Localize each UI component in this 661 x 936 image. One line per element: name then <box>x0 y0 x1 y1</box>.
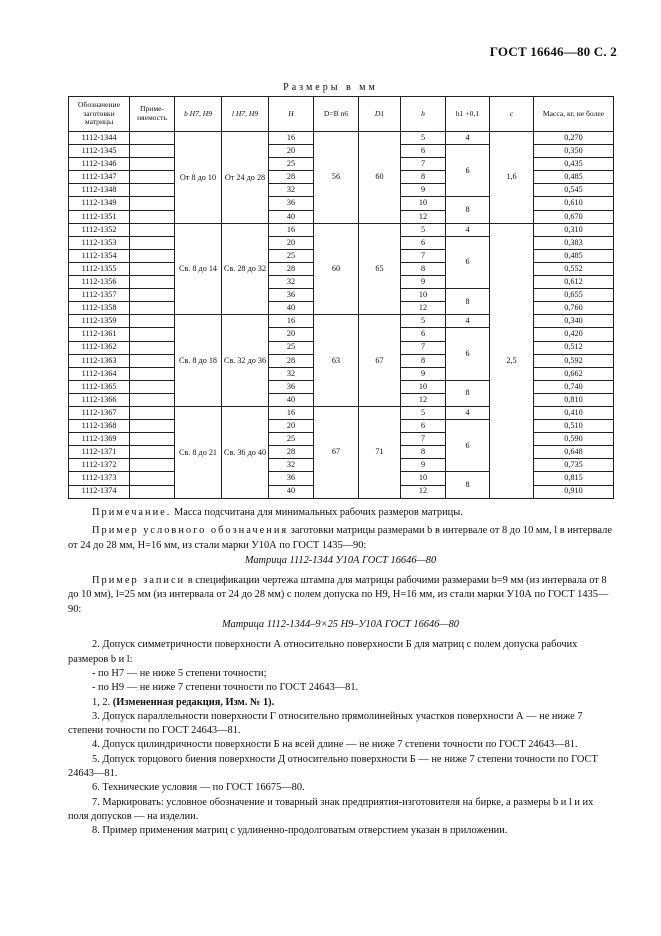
cell-mass: 0,910 <box>534 485 614 498</box>
cell-usage <box>130 210 175 223</box>
cell-h1: 4 <box>446 315 490 328</box>
cell-code: 1112-1373 <box>69 472 130 485</box>
cell-code: 1112-1359 <box>69 315 130 328</box>
cell-mass: 0,610 <box>534 197 614 210</box>
cell-h-small: 8 <box>401 262 446 275</box>
cell-usage <box>130 236 175 249</box>
table-row <box>69 132 614 145</box>
cell-h1: 6 <box>446 328 490 380</box>
cell-code: 1112-1355 <box>69 262 130 275</box>
amendment-text: (Измененная редакция, Изм. № 1). <box>112 696 275 708</box>
cell-h1: 6 <box>446 236 490 288</box>
cell-mass: 0,612 <box>534 276 614 289</box>
cell-d: 67 <box>314 406 359 498</box>
cell-b: От 8 до 10 <box>175 132 222 224</box>
cell-d1: 65 <box>359 223 401 315</box>
cell-h-small: 5 <box>401 406 446 419</box>
cell-h-small: 9 <box>401 367 446 380</box>
cell-h: 32 <box>269 276 314 289</box>
cell-h: 16 <box>269 406 314 419</box>
cell-h: 16 <box>269 132 314 145</box>
cell-mass: 0,270 <box>534 132 614 145</box>
cell-h-small: 5 <box>401 223 446 236</box>
cell-h-small: 5 <box>401 315 446 328</box>
col-header-d1: D1 <box>359 97 401 132</box>
cell-d: 63 <box>314 315 359 407</box>
cell-usage <box>130 380 175 393</box>
cell-usage <box>130 354 175 367</box>
cell-h-small: 6 <box>401 236 446 249</box>
cell-h: 25 <box>269 433 314 446</box>
note-label: Примечание. <box>92 507 172 518</box>
cell-code: 1112-1344 <box>69 132 130 145</box>
cell-mass: 0,485 <box>534 171 614 184</box>
cell-usage <box>130 393 175 406</box>
clause-6: 6. Технические условия — по ГОСТ 16675—80. <box>92 782 305 794</box>
cell-code: 1112-1357 <box>69 289 130 302</box>
cell-usage <box>130 145 175 158</box>
clause-5: 5. Допуск торцового биения поверхности Д относительно поверхности Б — не ниже 7 степени точности по ГОСТ 24643—81. <box>68 753 598 780</box>
cell-usage <box>130 276 175 289</box>
cell-usage <box>130 262 175 275</box>
cell-usage <box>130 328 175 341</box>
cell-d: 56 <box>314 132 359 224</box>
cell-mass: 0,815 <box>534 472 614 485</box>
cell-mass: 0,648 <box>534 446 614 459</box>
cell-d1: 67 <box>359 315 401 407</box>
example2-text: в спецификации чертежа штампа для матрицы рабочими размерами b=9 мм (из интервала от 8 до 10 мм), l=25 мм (из интервала от 24 до 28 мм) с полем допуска по Н9, H=16 мм, из стали марки У10А по ГОСТ 1435—90: <box>68 575 609 615</box>
cell-h: 16 <box>269 223 314 236</box>
cell-d1: 71 <box>359 406 401 498</box>
document-body <box>68 506 613 839</box>
cell-h-small: 9 <box>401 459 446 472</box>
note-text: Масса подсчитана для минимальных рабочих размеров матрицы. <box>173 507 463 518</box>
cell-h-small: 12 <box>401 485 446 498</box>
page-header: ГОСТ 16646—80 С. 2 <box>489 44 617 59</box>
dimensions-table <box>68 96 614 499</box>
cell-usage <box>130 315 175 328</box>
col-header-code: Обозначение заготовки матрицы <box>69 97 130 132</box>
col-header-h: Н <box>269 97 314 132</box>
cell-h-small: 6 <box>401 145 446 158</box>
cell-h: 20 <box>269 236 314 249</box>
cell-code: 1112-1356 <box>69 276 130 289</box>
cell-h: 16 <box>269 315 314 328</box>
cell-code: 1112-1367 <box>69 406 130 419</box>
cell-mass: 0,485 <box>534 249 614 262</box>
cell-usage <box>130 171 175 184</box>
cell-mass: 0,435 <box>534 158 614 171</box>
cell-code: 1112-1353 <box>69 236 130 249</box>
cell-code: 1112-1366 <box>69 393 130 406</box>
cell-mass: 0,590 <box>534 433 614 446</box>
cell-mass: 0,383 <box>534 236 614 249</box>
cell-h-small: 7 <box>401 433 446 446</box>
cell-usage <box>130 184 175 197</box>
cell-code: 1112-1364 <box>69 367 130 380</box>
cell-usage <box>130 406 175 419</box>
cell-mass: 0,310 <box>534 223 614 236</box>
col-header-b: b Н7, Н9 <box>175 97 222 132</box>
cell-h-small: 10 <box>401 380 446 393</box>
cell-usage <box>130 485 175 498</box>
clause-2a: - по Н7 — не ниже 5 степени точности; <box>92 667 267 679</box>
cell-usage <box>130 197 175 210</box>
cell-code: 1112-1345 <box>69 145 130 158</box>
clause-amendment <box>68 696 613 710</box>
cell-usage <box>130 132 175 145</box>
cell-mass: 0,512 <box>534 341 614 354</box>
cell-h: 32 <box>269 184 314 197</box>
cell-h-small: 10 <box>401 197 446 210</box>
cell-code: 1112-1354 <box>69 249 130 262</box>
cell-h: 28 <box>269 354 314 367</box>
cell-code: 1112-1348 <box>69 184 130 197</box>
cell-c: 1,6 <box>490 132 534 224</box>
cell-h-small: 9 <box>401 184 446 197</box>
cell-h: 20 <box>269 145 314 158</box>
cell-h1: 4 <box>446 406 490 419</box>
cell-usage <box>130 433 175 446</box>
cell-code: 1112-1374 <box>69 485 130 498</box>
col-header-h1: h1 +0,1 <box>446 97 490 132</box>
example2-label: Пример записи <box>92 575 186 587</box>
cell-h1: 8 <box>446 380 490 406</box>
cell-mass: 0,420 <box>534 328 614 341</box>
cell-c: 2,5 <box>490 223 534 498</box>
cell-l: Св. 28 до 32 <box>222 223 269 315</box>
cell-h-small: 8 <box>401 354 446 367</box>
cell-b: Св. 8 до 21 <box>175 406 222 498</box>
cell-h: 40 <box>269 302 314 315</box>
cell-h-small: 10 <box>401 289 446 302</box>
cell-code: 1112-1369 <box>69 433 130 446</box>
cell-h1: 8 <box>446 197 490 223</box>
cell-h1: 6 <box>446 145 490 197</box>
cell-d: 60 <box>314 223 359 315</box>
example1-formula: Матрица 1112-1344 У10А ГОСТ 16646—80 <box>244 554 437 566</box>
amendment-number: 1, 2. <box>92 696 111 708</box>
col-header-l: l Н7, Н9 <box>222 97 269 132</box>
col-header-usage: Приме- няемость <box>130 97 175 132</box>
cell-mass: 0,662 <box>534 367 614 380</box>
cell-usage <box>130 302 175 315</box>
cell-l: Св. 36 до 40 <box>222 406 269 498</box>
cell-usage <box>130 459 175 472</box>
cell-h-small: 8 <box>401 171 446 184</box>
cell-code: 1112-1351 <box>69 210 130 223</box>
cell-h-small: 8 <box>401 446 446 459</box>
cell-mass: 0,670 <box>534 210 614 223</box>
col-header-c: c <box>490 97 534 132</box>
cell-mass: 0,510 <box>534 420 614 433</box>
cell-usage <box>130 367 175 380</box>
cell-usage <box>130 446 175 459</box>
cell-usage <box>130 249 175 262</box>
clause-8: 8. Пример применения матриц с удлиненно-продолговатым отверстием указан в приложении. <box>92 825 508 837</box>
cell-usage <box>130 420 175 433</box>
cell-mass: 0,655 <box>534 289 614 302</box>
cell-mass: 0,552 <box>534 262 614 275</box>
table-body <box>69 132 614 499</box>
cell-mass: 0,810 <box>534 393 614 406</box>
cell-mass: 0,740 <box>534 380 614 393</box>
cell-code: 1112-1372 <box>69 459 130 472</box>
example2-formula: Матрица 1112-1344–9×25 Н9–У10А ГОСТ 16646—80 <box>222 619 459 631</box>
cell-mass: 0,592 <box>534 354 614 367</box>
cell-h1: 8 <box>446 472 490 498</box>
cell-h: 40 <box>269 210 314 223</box>
cell-mass: 0,760 <box>534 302 614 315</box>
cell-l: От 24 до 28 <box>222 132 269 224</box>
cell-h-small: 9 <box>401 276 446 289</box>
cell-h: 25 <box>269 249 314 262</box>
cell-code: 1112-1365 <box>69 380 130 393</box>
clause-7: 7. Маркировать: условное обозначение и товарный знак предприятия-изготовителя на бирке, а размеры b и l и их поля допусков — на изделии. <box>68 796 594 822</box>
cell-b: Св. 8 до 18 <box>175 315 222 407</box>
cell-h-small: 7 <box>401 249 446 262</box>
cell-h: 32 <box>269 367 314 380</box>
cell-usage <box>130 289 175 302</box>
cell-code: 1112-1349 <box>69 197 130 210</box>
cell-mass: 0,350 <box>534 145 614 158</box>
cell-h: 20 <box>269 328 314 341</box>
cell-b: Св. 8 до 14 <box>175 223 222 315</box>
cell-h: 28 <box>269 262 314 275</box>
cell-usage <box>130 472 175 485</box>
cell-h: 28 <box>269 446 314 459</box>
cell-usage <box>130 158 175 171</box>
cell-h: 40 <box>269 485 314 498</box>
cell-code: 1112-1347 <box>69 171 130 184</box>
cell-h-small: 7 <box>401 341 446 354</box>
cell-code: 1112-1346 <box>69 158 130 171</box>
cell-code: 1112-1361 <box>69 328 130 341</box>
cell-h1: 8 <box>446 289 490 315</box>
cell-h: 36 <box>269 472 314 485</box>
clause-4: 4. Допуск цилиндричности поверхности Б на всей длине — не ниже 7 степени точности по ГОСТ 24643—81. <box>92 739 578 751</box>
example2-paragraph <box>68 574 613 617</box>
table-header-row <box>69 97 614 132</box>
cell-h-small: 12 <box>401 302 446 315</box>
col-header-h-small: h <box>401 97 446 132</box>
cell-h: 40 <box>269 393 314 406</box>
table-row <box>69 223 614 236</box>
clause-3: 3. Допуск параллельности поверхности Г относительно прямолинейных участков поверхности А — не ниже 7 степени точности по ГОСТ 24643—81. <box>68 710 583 737</box>
cell-d1: 60 <box>359 132 401 224</box>
example1-paragraph <box>68 524 613 553</box>
col-header-mass: Масса, кг, не более <box>534 97 614 132</box>
cell-h: 36 <box>269 197 314 210</box>
cell-h: 28 <box>269 171 314 184</box>
cell-h-small: 12 <box>401 210 446 223</box>
cell-h-small: 5 <box>401 132 446 145</box>
cell-h: 36 <box>269 289 314 302</box>
col-header-d: D=B n6 <box>314 97 359 132</box>
cell-mass: 0,410 <box>534 406 614 419</box>
clause-2b: - по Н9 — не ниже 7 степени точности по ГОСТ 24643—81. <box>92 682 359 694</box>
cell-code: 1112-1362 <box>69 341 130 354</box>
cell-h-small: 6 <box>401 420 446 433</box>
cell-code: 1112-1352 <box>69 223 130 236</box>
cell-code: 1112-1358 <box>69 302 130 315</box>
table-caption: Размеры в мм <box>283 82 378 93</box>
cell-mass: 0,340 <box>534 315 614 328</box>
cell-h: 25 <box>269 341 314 354</box>
cell-l: Св. 32 до 36 <box>222 315 269 407</box>
cell-code: 1112-1363 <box>69 354 130 367</box>
cell-h1: 6 <box>446 420 490 472</box>
cell-mass: 0,735 <box>534 459 614 472</box>
cell-code: 1112-1371 <box>69 446 130 459</box>
example1-label: Пример условного обозначения <box>92 525 289 537</box>
cell-usage <box>130 223 175 236</box>
cell-h: 36 <box>269 380 314 393</box>
cell-mass: 0,545 <box>534 184 614 197</box>
cell-code: 1112-1368 <box>69 420 130 433</box>
cell-h-small: 7 <box>401 158 446 171</box>
cell-usage <box>130 341 175 354</box>
cell-h1: 4 <box>446 132 490 145</box>
cell-h-small: 12 <box>401 393 446 406</box>
clause-2: 2. Допуск симметричности поверхности А относительно поверхности Б для матриц с полем допуска рабочих размеров b и l: <box>68 639 578 665</box>
cell-h-small: 10 <box>401 472 446 485</box>
note-paragraph <box>68 506 613 520</box>
cell-h: 20 <box>269 420 314 433</box>
cell-h: 25 <box>269 158 314 171</box>
example1-text: заготовки матрицы размерами b в интервале от 8 до 10 мм, l в интервале от 24 до 28 мм, H=16 мм, из стали марки У10А по ГОСТ 1435—90: <box>68 525 612 551</box>
cell-h-small: 6 <box>401 328 446 341</box>
cell-h: 32 <box>269 459 314 472</box>
cell-h1: 4 <box>446 223 490 236</box>
